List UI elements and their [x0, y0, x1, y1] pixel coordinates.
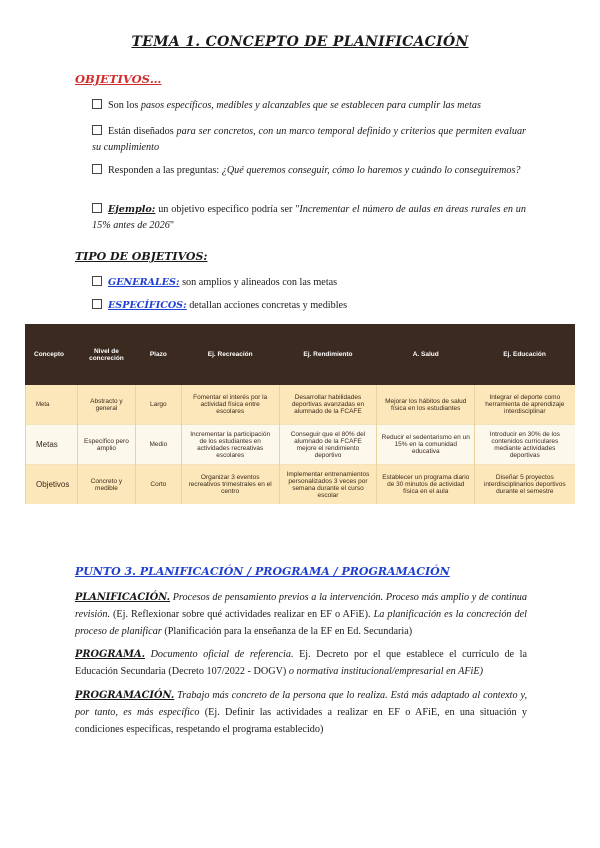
table-cell: Objetivos [26, 465, 78, 505]
planificacion-it1: Procesos de pensamiento previos a la intervención. Proceso más amplio y de continua revisión. [75, 592, 527, 620]
checkbox-icon[interactable] [92, 203, 102, 213]
table-cell: Integrar el deporte como herramienta de aprendizaje interdisciplinar [475, 385, 575, 425]
especificos-label: ESPECÍFICOS: [108, 300, 187, 311]
item-italic: ¿Qué queremos conseguir, cómo lo haremos y cuándo lo conseguiremos? [221, 165, 521, 176]
programacion-label: PROGRAMACIÓN. [75, 690, 175, 701]
programa-it2: o normativa institucional/empresarial en AFiE) [286, 666, 483, 677]
objetivo-item-2 [92, 124, 526, 156]
tipos-heading: TIPO DE OBJETIVOS: [75, 250, 208, 263]
th-educacion: Ej. Educación [475, 325, 575, 385]
objetivo-example [92, 202, 526, 234]
table-cell: Medio [135, 425, 181, 465]
table-cell: Metas [26, 425, 78, 465]
planificacion-it2: La planificación es la concreción del proceso de planificar [75, 609, 527, 637]
table-cell: Específico pero amplio [77, 425, 135, 465]
table-cell: Introducir en 30% de los contenidos curriculares mediante actividades deportivas [475, 425, 575, 465]
th-rendimiento: Ej. Rendimiento [279, 325, 377, 385]
example-italic: Incrementar el número de aulas en áreas rurales en un 15% antes de 2026 [92, 204, 526, 231]
table-cell: Reducir el sedentarismo en un 15% en la comunidad educativa [377, 425, 475, 465]
planificacion-n2: (Planificación para la enseñanza de la EF en Ed. Secundaria) [161, 626, 413, 637]
table-cell: Concreto y medible [77, 465, 135, 505]
item-italic: para ser concretos, con un marco temporal definido y criterios que permiten evaluar su cumplimiento [92, 126, 527, 153]
table-cell: Meta [26, 385, 78, 425]
programacion-n1: (Ej. Definir las actividades a realizar en EF o AFiE, en una situación y condiciones específicas, respetando el programa establecido) [75, 707, 527, 735]
generales-label: GENERALES: [108, 277, 180, 288]
checkbox-icon[interactable] [92, 164, 102, 174]
example-text: un objetivo específico podría ser " [155, 204, 300, 215]
example-label: Ejemplo: [108, 204, 156, 215]
checkbox-icon[interactable] [92, 276, 102, 286]
item-text: Están diseñados [108, 126, 177, 137]
programacion-paragraph [75, 687, 527, 738]
objectives-table [25, 324, 575, 504]
table-cell: Establecer un programa diario de 30 minutos de actividad física en el aula [377, 465, 475, 505]
table-cell: Organizar 3 eventos recreativos trimestrales en el centro [181, 465, 279, 505]
especificos-text: detallan acciones concretas y medibles [186, 300, 348, 311]
table-cell: Mejorar los hábitos de salud física en los estudiantes [377, 385, 475, 425]
checkbox-icon[interactable] [92, 125, 102, 135]
th-plazo: Plazo [135, 325, 181, 385]
th-salud: A. Salud [377, 325, 475, 385]
tipo-item-generales [92, 275, 526, 291]
generales-text: son amplios y alineados con las metas [179, 277, 338, 288]
programacion-it1: Trabajo más concreto de la persona que lo realiza. Está más adaptado al contexto y, por tanto, es más específico [75, 690, 527, 718]
table-cell: Conseguir que el 80% del alumnado de la FCAFE mejore el rendimiento deportivo [279, 425, 377, 465]
table-cell: Abstracto y general [77, 385, 135, 425]
table-cell: Incrementar la participación de los estudiantes en actividades recreativas escolares [181, 425, 279, 465]
page-title: TEMA 1. CONCEPTO DE PLANIFICACIÓN [131, 34, 469, 50]
table-row [26, 425, 575, 465]
planificacion-label: PLANIFICACIÓN. [75, 592, 170, 603]
th-recreacion: Ej. Recreación [181, 325, 279, 385]
item-text: Responden a las preguntas: [108, 165, 222, 176]
table-cell: Diseñar 5 proyectos interdisciplinarios deportivos durante el semestre [475, 465, 575, 505]
punto3-heading: PUNTO 3. PLANIFICACIÓN / PROGRAMA / PROGRAMACIÓN [75, 565, 450, 578]
th-concepto: Concepto [26, 325, 78, 385]
table-cell: Fomentar el interés por la actividad física entre escolares [181, 385, 279, 425]
table-row [26, 385, 575, 425]
table-cell: Implementar entrenamientos personalizados 3 veces por semana durante el curso escolar [279, 465, 377, 505]
tipo-item-especificos [92, 298, 526, 314]
item-italic: pasos específicos, medibles y alcanzables que se establecen para cumplir las metas [140, 100, 481, 111]
programa-n1: Ej. Decreto por el que establece el currículo de la Educación Secundaria (Decreto 107/2022 - DOGV) [75, 649, 527, 677]
programa-label: PROGRAMA. [75, 649, 146, 660]
table-header-row [26, 325, 575, 385]
table-row [26, 465, 575, 505]
objetivo-item-1 [92, 98, 526, 114]
table-cell: Largo [135, 385, 181, 425]
checkbox-icon[interactable] [92, 99, 102, 109]
programa-paragraph [75, 646, 527, 680]
checkbox-icon[interactable] [92, 299, 102, 309]
objetivos-heading: OBJETIVOS… [75, 72, 162, 86]
table-cell: Corto [135, 465, 181, 505]
objetivo-item-3 [92, 163, 526, 179]
planificacion-n1: (Ej. Reflexionar sobre qué actividades realizar en EF o AFiE). [110, 609, 371, 620]
programa-it1: Documento oficial de referencia. [145, 649, 294, 660]
planificacion-paragraph [75, 589, 527, 640]
example-close-quote: " [169, 220, 174, 231]
table-cell: Desarrollar habilidades deportivas avanzadas en alumnado de la FCAFE [279, 385, 377, 425]
item-text: Son los [108, 100, 141, 111]
th-nivel: Nivel de concreción [77, 325, 135, 385]
